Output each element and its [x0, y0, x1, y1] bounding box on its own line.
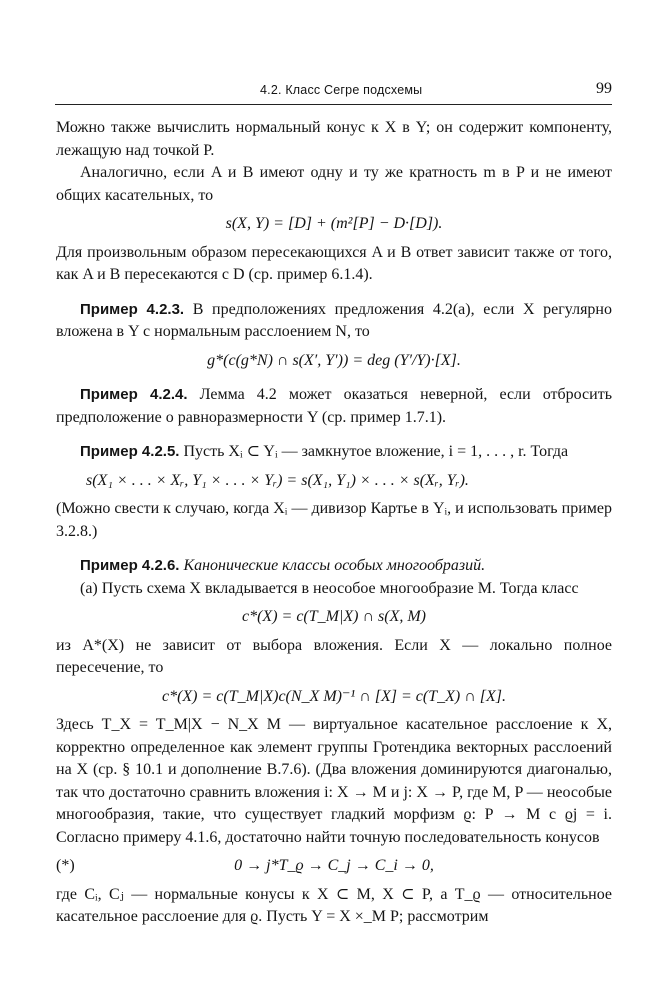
page-number: 99: [596, 80, 612, 97]
example-text: В предположениях предложения 4.2(a), если X регулярно вложена в Y с нормальным расслоением N, то: [56, 300, 612, 340]
example-4-2-3: [56, 299, 612, 344]
page-header: [55, 80, 612, 105]
page-body: [56, 117, 612, 929]
example-text: Пусть Xᵢ ⊂ Yᵢ — замкнутое вложение, i = 1, . . . , r. Тогда: [179, 443, 569, 460]
formula-lci: c*(X) = c(T_M|X)c(N_X M)⁻¹ ∩ [X] = c(T_X) ∩ [X].: [161, 687, 507, 705]
paragraph-7: Здесь T_X = T_M|X − N_X M — виртуальное касательное расслоение к X, корректно определенное как элемент группы Гротендика векторных расслоений на X (ср. § 10.1 и дополнение B.7.6). (Два вложения доминируются диагональю, так что достаточно сравнить вложения i: X → M и j: X → P, где M, P — неособые многообразия, такие, что существует гладкий морфизм ϱ: P → M с ϱj = i. Согласно примеру 4.1.6, достаточно найти точную последовательность конусов: [56, 716, 612, 846]
formula-canonical-class: c*(X) = c(T_M|X) ∩ s(X, M): [241, 608, 427, 625]
example-4-2-6: [56, 555, 612, 578]
example-4-2-4: [56, 384, 612, 429]
paragraph-6: из A*(X) не зависит от выбора вложения. Если X — локально полное пересечение, то: [56, 636, 612, 676]
formula-exact-sequence: [56, 855, 612, 878]
formula-segre-class: s(X, Y) = [D] + (m²[P] − D·[D]).: [225, 215, 443, 232]
paragraph-2: Аналогично, если A и B имеют одну и ту же кратность m в P и не имеют общих касательных, то: [56, 164, 612, 204]
paragraph-4: (Можно свести к случаю, когда Xᵢ — дивизор Картье в Yᵢ, и использовать пример 3.2.8.): [56, 500, 612, 540]
example-4-2-5: [56, 441, 612, 464]
example-text: Лемма 4.2 может оказаться неверной, если отбросить предположение о равноразмерности Y (ср. пример 1.7.1).: [56, 386, 612, 426]
equation-tag: (*): [56, 857, 75, 874]
paragraph-1: Можно также вычислить нормальный конус к X в Y; он содержит компоненту, лежащую над точкой P.: [56, 119, 612, 159]
example-label: Пример 4.2.5.: [80, 443, 180, 460]
paragraph-5: (a) Пусть схема X вкладывается в неособое многообразие M. Тогда класс: [80, 579, 579, 597]
paragraph-3: Для произвольным образом пересекающихся A и B ответ зависит также от того, как A и B пересекаются с D (ср. пример 6.1.4).: [56, 243, 612, 283]
example-label: Пример 4.2.6.: [80, 557, 180, 574]
equation-body: 0 → j*T_ϱ → C_j → C_i → 0,: [234, 857, 434, 874]
paragraph-8: где Cᵢ, Cⱼ — нормальные конусы к X ⊂ M, X ⊂ P, а T_ϱ — относительное касательное расслоение для ϱ. Пусть Y = X ×_M P; рассмотрим: [56, 885, 612, 925]
running-title: 4.2. Класс Сегре подсхемы: [260, 83, 423, 97]
example-title: Канонические классы особых многообразий.: [179, 557, 486, 574]
example-label: Пример 4.2.4.: [80, 386, 188, 403]
formula-product: s(X₁ × . . . × Xᵣ, Y₁ × . . . × Yᵣ) = s(X₁, Y₁) × . . . × s(Xᵣ, Yᵣ).: [86, 471, 469, 489]
example-label: Пример 4.2.3.: [80, 300, 185, 318]
formula-pushforward: g*(c(g*N) ∩ s(X′, Y′)) = deg (Y′/Y)·[X].: [207, 351, 461, 369]
